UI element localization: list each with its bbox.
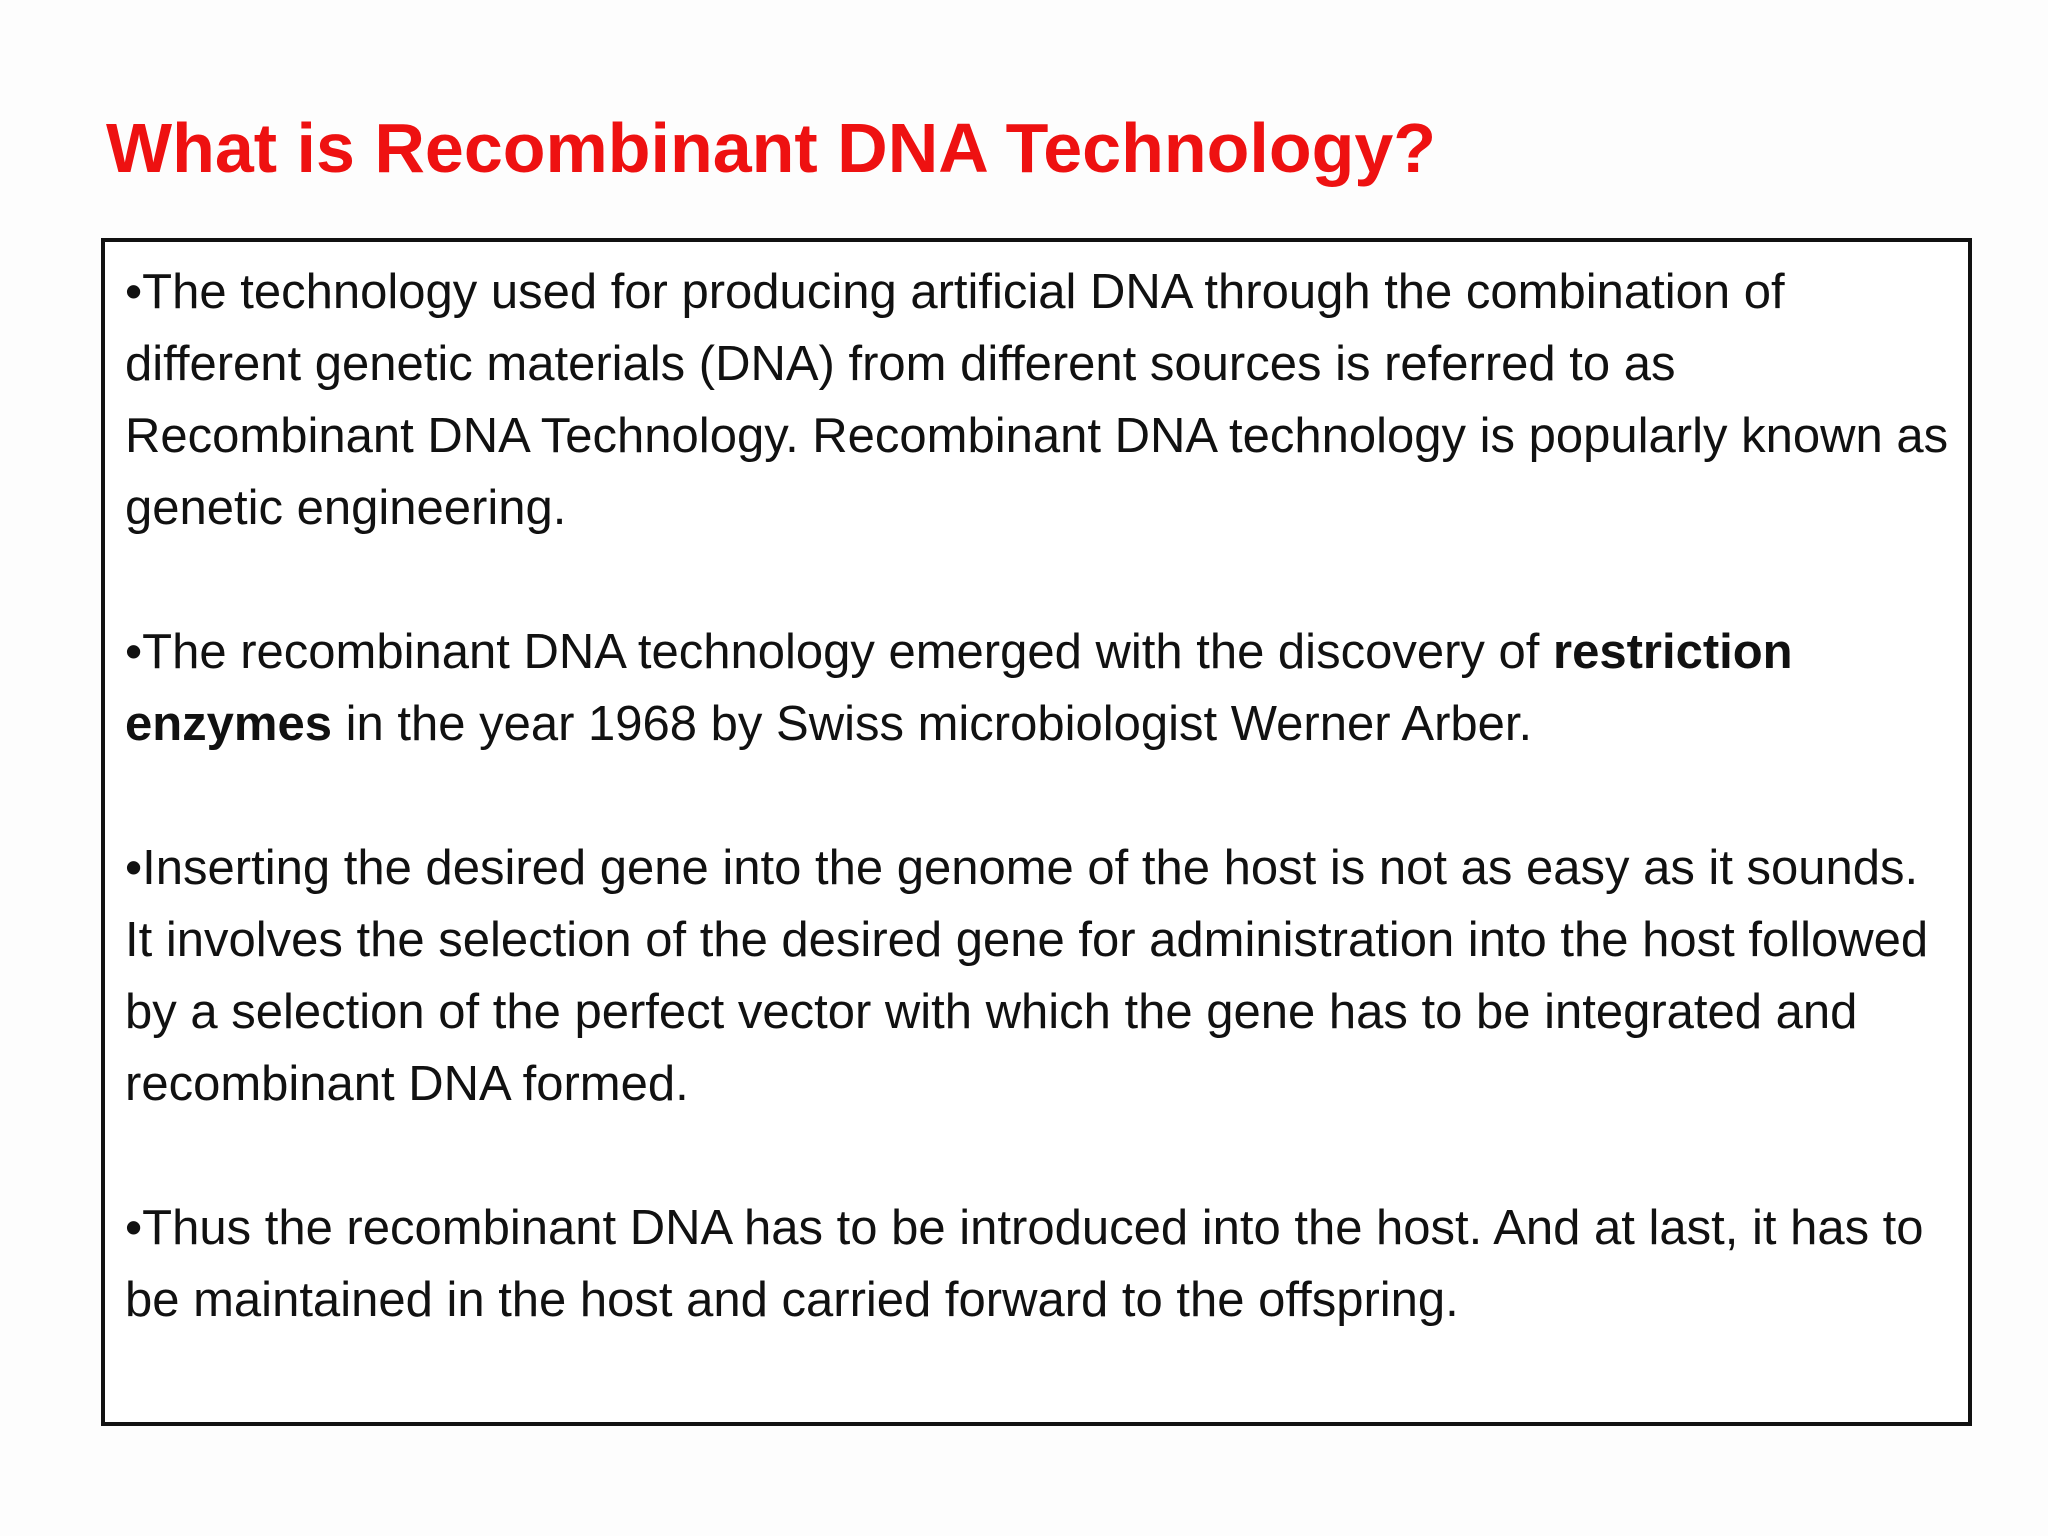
bullet-text: •Thus the recombinant DNA has to be introduced into the host. And at last, it has to be maintained in the host and carried forward to the offspring. [125, 1201, 1924, 1327]
bullet-text: •Inserting the desired gene into the genome of the host is not as easy as it sounds. It involves the selection of the desired gene for administration into the host followed by a selection of the perfect vector with which the gene has to be integrated and recombinant DNA formed. [125, 841, 1929, 1111]
bold-term: restriction enzymes [125, 625, 1793, 751]
bullet-text-start: •The recombinant DNA technology emerged with the discovery of [125, 625, 1553, 679]
bullet-text-end: in the year 1968 by Swiss microbiologist Werner Arber. [332, 697, 1533, 751]
bullet-text: •The technology used for producing artificial DNA through the combination of different genetic materials (DNA) from different sources is referred to as Recombinant DNA Technology. Recombinant DNA technology is popularly known as genetic engineering. [125, 265, 1949, 535]
bullet-item-definition [125, 256, 1955, 544]
slide-title: What is Recombinant DNA Technology? [106, 109, 1437, 187]
bullet-item-history [125, 616, 1955, 760]
bullet-list [125, 256, 1955, 1336]
bullet-item-introduction [125, 1192, 1955, 1336]
bullet-item-insertion [125, 832, 1955, 1120]
content-box [101, 238, 1972, 1426]
